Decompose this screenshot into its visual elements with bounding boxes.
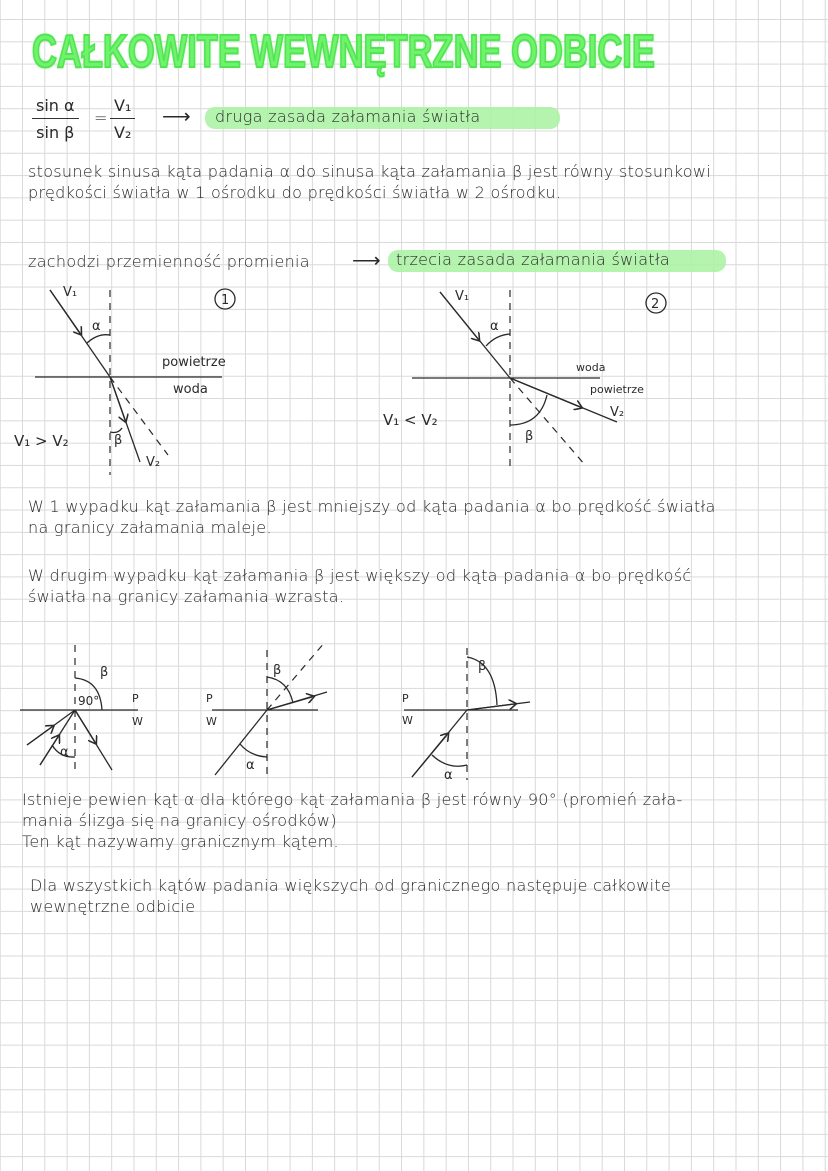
paragraph-line: na granicy załamania maleje. [28, 518, 272, 537]
paragraph-line: W drugim wypadku kąt załamania β jest większy od kąta padania α bo prędkość [28, 566, 692, 585]
extension-line [510, 378, 585, 465]
formula-equals: = [94, 108, 108, 127]
alpha-arc [432, 755, 467, 766]
paragraph-line: W 1 wypadku kąt załamania β jest mniejszy od kąta padania α bo prędkość światła [28, 497, 716, 516]
diagram-refraction-normal [206, 642, 327, 775]
velocity-relation: V₁ > V₂ [14, 432, 69, 450]
medium-label: W [402, 714, 413, 727]
v2-label: V₂ [146, 455, 161, 470]
medium-label: powietrze [162, 355, 226, 370]
incident-ray [215, 710, 267, 775]
beta-label: β [100, 665, 109, 680]
paragraph-line: Istnieje pewien kąt α dla którego kąt załamania β jest równy 90° (promień zała- [22, 790, 683, 809]
reversibility-text: zachodzi przemienność promienia [28, 252, 310, 271]
medium-label: P [206, 692, 213, 705]
second-law-label: druga zasada załamania światła [215, 107, 481, 126]
alpha-label: α [92, 319, 101, 334]
alpha-label: α [444, 768, 453, 783]
paragraph-line: Ten kąt nazywamy granicznym kątem. [22, 832, 339, 851]
beta-arc [267, 677, 293, 703]
paragraph-line: wewnętrzne odbicie [30, 897, 196, 916]
alpha-arc [240, 744, 267, 757]
paragraph-line: mania ślizga się na granicy ośrodków) [22, 811, 337, 830]
velocity-relation: V₁ < V₂ [383, 411, 438, 429]
arrow-icon: ⟶ [352, 248, 381, 272]
medium-label: W [132, 715, 143, 728]
angle-label: 90° [78, 694, 100, 708]
formula-v2: V₂ [114, 123, 132, 142]
paragraph-line: światła na granicy załamania wzrasta. [28, 587, 345, 606]
diagram-2 [383, 289, 666, 472]
beta-label: β [273, 663, 282, 678]
diagram-1 [14, 285, 235, 475]
beta-arc [110, 428, 122, 433]
diagram-number: 2 [651, 297, 660, 312]
medium-label: powietrze [590, 383, 644, 396]
alpha-label: α [60, 745, 69, 760]
beta-label: β [478, 659, 487, 674]
alpha-label: α [490, 319, 499, 334]
alpha-arc [486, 334, 510, 346]
beta-label: β [114, 433, 123, 448]
alpha-arc [87, 335, 110, 343]
formula-v1: V₁ [110, 96, 135, 119]
v2-label: V₂ [610, 405, 625, 420]
diagram-critical-angle [402, 648, 530, 783]
diagram-total-reflection [20, 645, 143, 775]
formula-numerator: sin α [32, 96, 79, 119]
medium-label: woda [173, 382, 208, 397]
third-law-label: trzecia zasada załamania światła [396, 250, 670, 269]
diagram-number: 1 [221, 293, 230, 308]
medium-label: P [402, 692, 409, 705]
formula-denominator: sin β [36, 123, 75, 142]
medium-label: woda [576, 361, 606, 374]
page-title: CAŁKOWITE WEWNĘTRZNE ODBICIE [32, 25, 655, 77]
medium-label: P [132, 692, 139, 705]
arrow-icon: ⟶ [162, 104, 191, 128]
v1-label: V₁ [455, 289, 470, 304]
paragraph-line: stosunek sinusa kąta padania α do sinusa kąta załamania β jest równy stosunkowi [28, 162, 711, 181]
medium-label: W [206, 715, 217, 728]
paragraph-line: Dla wszystkich kątów padania większych od granicznego następuje całkowite [30, 876, 672, 895]
v1-label: V₁ [63, 285, 78, 300]
beta-label: β [525, 429, 534, 444]
paragraph-line: prędkości światła w 1 ośrodku do prędkości światła w 2 ośrodku. [28, 183, 562, 202]
alpha-label: α [246, 758, 255, 773]
